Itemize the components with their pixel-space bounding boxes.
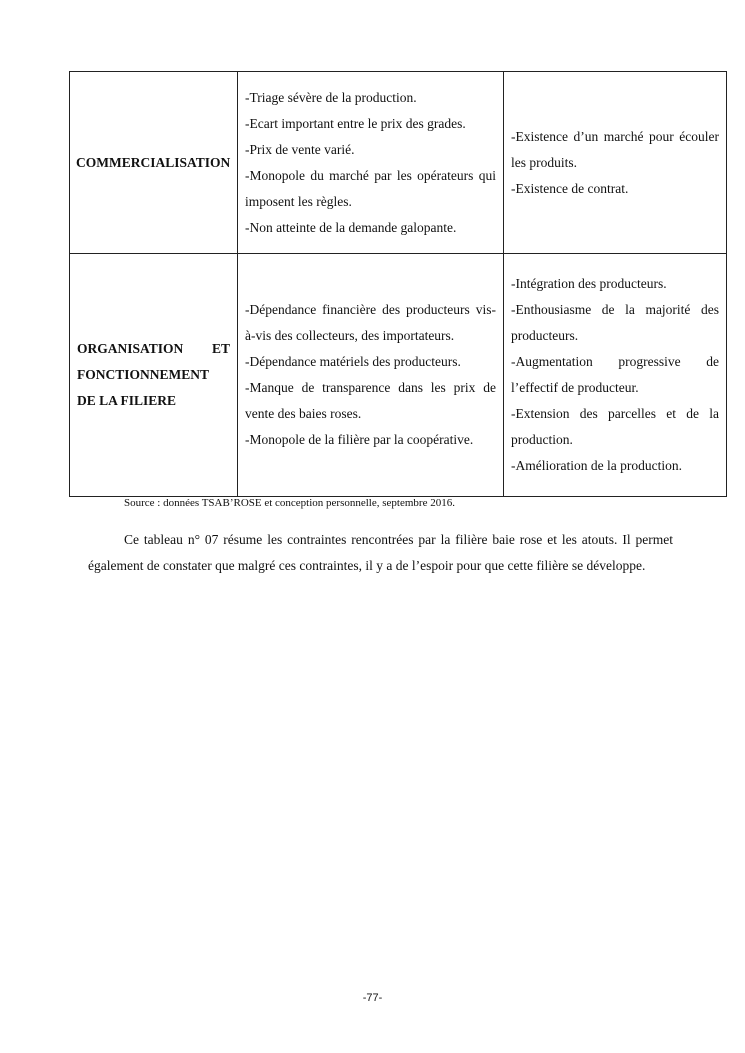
constraints-cell xyxy=(238,254,504,497)
list-item: -Extension des parcelles et de la production. xyxy=(511,406,719,447)
constraints-strengths-table xyxy=(69,71,727,497)
list-item: -Intégration des producteurs. xyxy=(511,276,667,291)
table-source-note: Source : données TSAB’ROSE et conception personnelle, septembre 2016. xyxy=(124,497,455,509)
paragraph-text: Ce tableau n° 07 résume les contraintes rencontrées par la filière baie rose et les atouts. Il permet également de constater que malgré ces contraintes, il y a de l’espoir pour que cette filière se développe. xyxy=(88,532,673,573)
list-item: -Manque de transparence dans les prix de vente des baies roses. xyxy=(245,380,496,421)
table-row xyxy=(70,72,727,254)
list-item: -Prix de vente varié. xyxy=(245,141,355,157)
list-item: -Amélioration de la production. xyxy=(511,458,682,473)
list-item: -Dépendance financière des producteurs vis-à-vis des collecteurs, des importateurs. xyxy=(245,302,496,343)
body-paragraph xyxy=(88,527,673,579)
strengths-cell xyxy=(504,72,727,254)
list-item: -Augmentation progressive de l’effectif de producteur. xyxy=(511,354,719,395)
row-label: COMMERCIALISATION xyxy=(70,72,238,254)
list-item: -Monopole de la filière par la coopérative. xyxy=(245,432,474,447)
list-item: -Ecart important entre le prix des grades. xyxy=(245,115,466,131)
strengths-cell xyxy=(504,254,727,497)
list-item: -Existence d’un marché pour écouler les produits. xyxy=(511,128,719,170)
list-item: -Non atteinte de la demande galopante. xyxy=(245,219,457,235)
list-item: -Triage sévère de la production. xyxy=(245,89,417,105)
list-item: -Dépendance matériels des producteurs. xyxy=(245,354,461,369)
row-label: ORGANISATION ET FONCTIONNEMENT DE LA FILIERE xyxy=(70,254,238,497)
list-item: -Enthousiasme de la majorité des producteurs. xyxy=(511,302,719,343)
page-number: -77- xyxy=(362,992,383,1004)
constraints-cell xyxy=(238,72,504,254)
table-row xyxy=(70,254,727,497)
list-item: -Existence de contrat. xyxy=(511,180,629,196)
list-item: -Monopole du marché par les opérateurs qui imposent les règles. xyxy=(245,167,496,209)
